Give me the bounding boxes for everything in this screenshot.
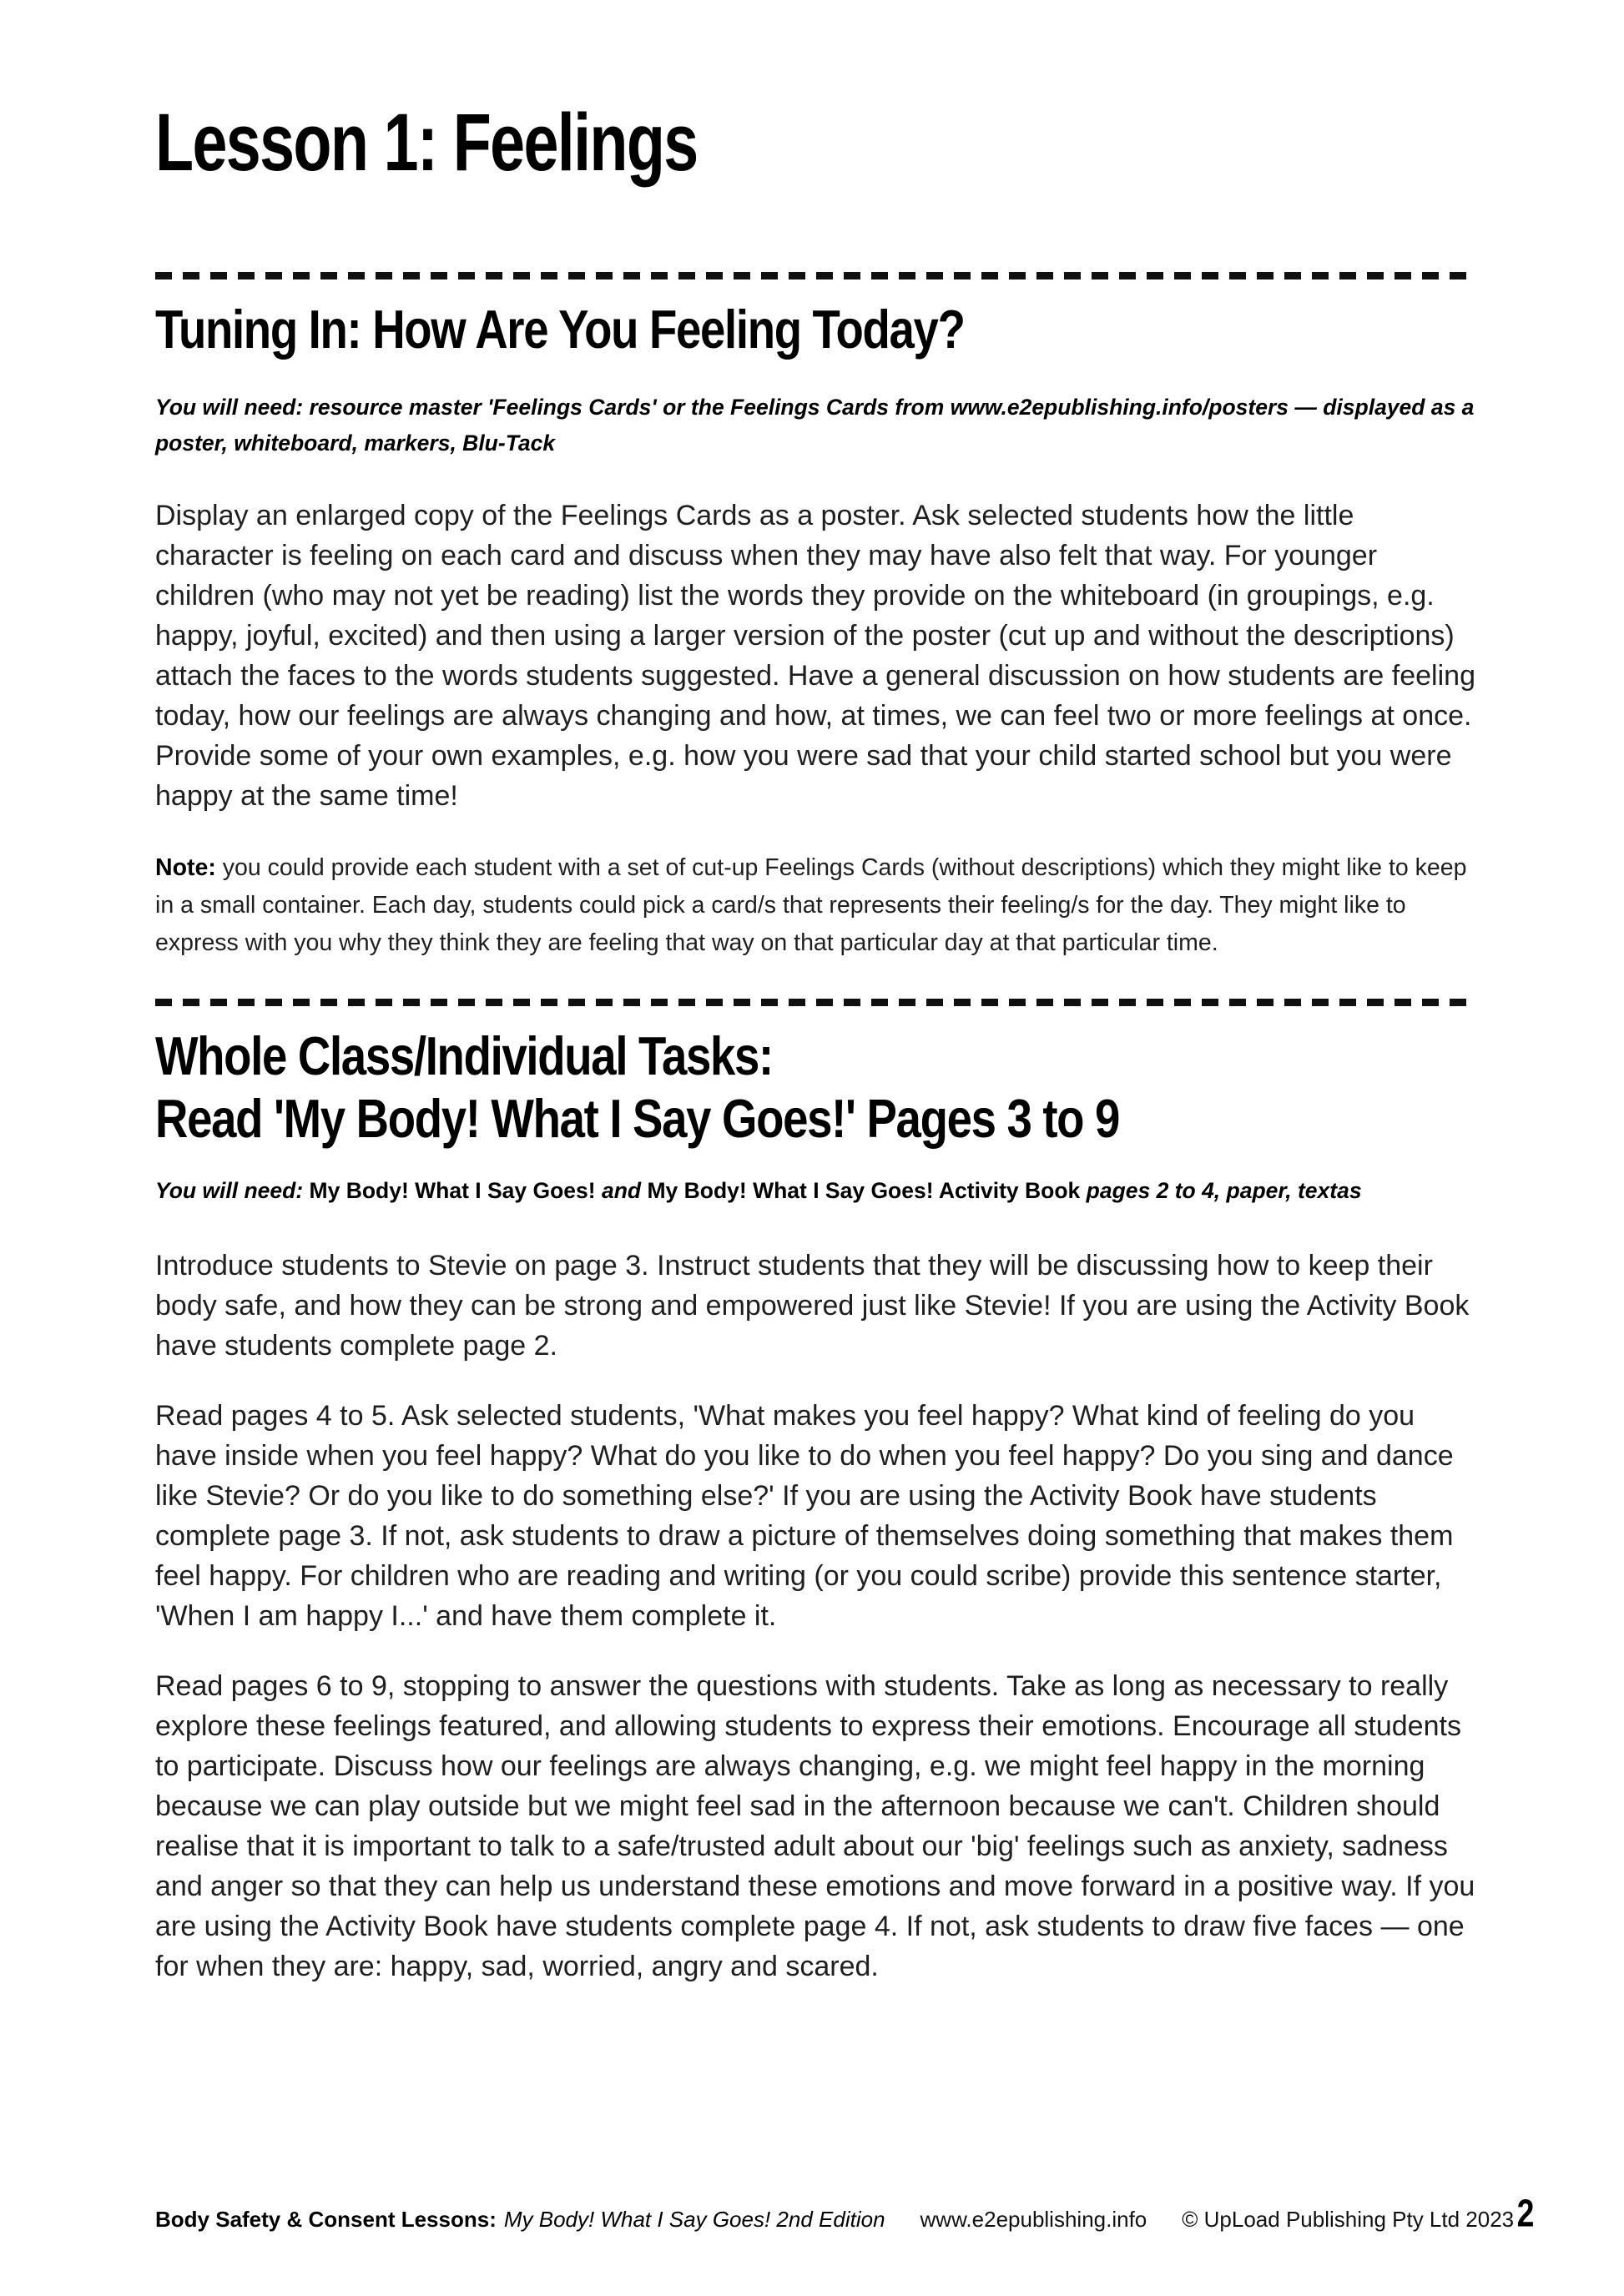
note-label: Note: xyxy=(155,853,216,881)
paragraph-read-pages-6-9: Read pages 6 to 9, stopping to answer the questions with students. Take as long as necessary to really explore these feelings featured, and allowing students to express their emotions. Encourage all students to participate. Discuss how our feelings are always changing, e.g. we might feel happy in the morning because we can play outside but we might feel sad in the afternoon because we can't. Children should realise that it is important to talk to a safe/trusted adult about our 'big' feelings such as anxiety, sadness and anger so that they can help us understand these emotions and move forward in a positive way. If you are using the Activity Book have students complete page 4. If not, ask students to draw five faces — one for when they are: happy, sad, worried, angry and scared. xyxy=(155,1670,1475,1983)
materials-needed xyxy=(155,1173,1477,1209)
page-title: Lesson 1: Feelings xyxy=(155,98,698,189)
materials-segment: You will need: xyxy=(155,1177,310,1203)
section-heading-line-1: Whole Class/Individual Tasks: xyxy=(155,1026,773,1087)
section-heading-tuning-in xyxy=(155,300,1319,362)
materials-segment-activity-book: My Body! What I Say Goes! Activity Book xyxy=(647,1177,1087,1203)
materials-segment: and xyxy=(601,1177,648,1203)
section-divider xyxy=(155,999,1477,1006)
footer-book-title: My Body! What I Say Goes! 2nd Edition xyxy=(503,2207,885,2232)
materials-needed xyxy=(155,390,1477,462)
materials-segment: pages 2 to 4, paper, textas xyxy=(1086,1177,1362,1203)
section-heading-whole-class xyxy=(155,1026,1319,1151)
footer-copyright: © UpLoad Publishing Pty Ltd 2023 xyxy=(1182,2207,1515,2232)
footer-series-title: Body Safety & Consent Lessons: xyxy=(155,2207,497,2232)
materials-needed-text: You will need: resource master 'Feelings Cards' or the Feelings Cards from www.e2epublishing.info/posters — displayed as a poster, whiteboard, markers, Blu-Tack xyxy=(155,394,1475,456)
note-body: you could provide each student with a set of cut-up Feelings Cards (without descriptions) which they might like to keep in a small container. Each day, students could pick a card/s that represents their feeling/s for the day. They might like to express with you why they think they are feeling that way on that particular day at that particular time. xyxy=(155,853,1467,956)
materials-segment-book-title: My Body! What I Say Goes! xyxy=(309,1177,602,1203)
section-tuning-in xyxy=(155,272,1477,962)
page-number: 2 xyxy=(1516,2192,1535,2235)
teacher-note xyxy=(155,849,1477,962)
section-divider xyxy=(155,272,1477,279)
section-heading-line-2: Read 'My Body! What I Say Goes!' Pages 3 to 9 xyxy=(155,1089,1120,1150)
paragraph-display-cards: Display an enlarged copy of the Feelings Cards as a poster. Ask selected students how the little character is feeling on each card and discuss when they may have also felt that way. For younger children (who may not yet be reading) list the words they provide on the whiteboard (in groupings, e.g. happy, joyful, excited) and then using a larger version of the poster (cut up and without the descriptions) attach the faces to the words students suggested. Have a general discussion on how students are feeling today, how our feelings are always changing and how, at times, we can feel two or more feelings at once. Provide some of your own examples, e.g. how you were sad that your child started school but you were happy at the same time! xyxy=(155,499,1475,812)
section-heading-text: Tuning In: How Are You Feeling Today? xyxy=(155,300,965,360)
paragraph-introduce-stevie: Introduce students to Stevie on page 3. Instruct students that they will be discussing how to keep their body safe, and how they can be strong and empowered just like Stevie! If you are using the Activity Book have students complete page 2. xyxy=(155,1250,1470,1362)
section-whole-class-tasks xyxy=(155,999,1477,1986)
paragraph-read-pages-4-5: Read pages 4 to 5. Ask selected students, 'What makes you feel happy? What kind of feeling do you have inside when you feel happy? What do you like to do when you feel happy? Do you sing and dance like Stevie? Or do you like to do something else?' If you are using the Activity Book have students complete page 3. If not, ask students to draw a picture of themselves doing something that makes them feel happy. For children who are reading and writing (or you could scribe) provide this sentence starter, 'When I am happy I...' and have them complete it. xyxy=(155,1400,1454,1633)
footer-website: www.e2epublishing.info xyxy=(920,2207,1147,2232)
page-footer xyxy=(155,2192,1535,2236)
